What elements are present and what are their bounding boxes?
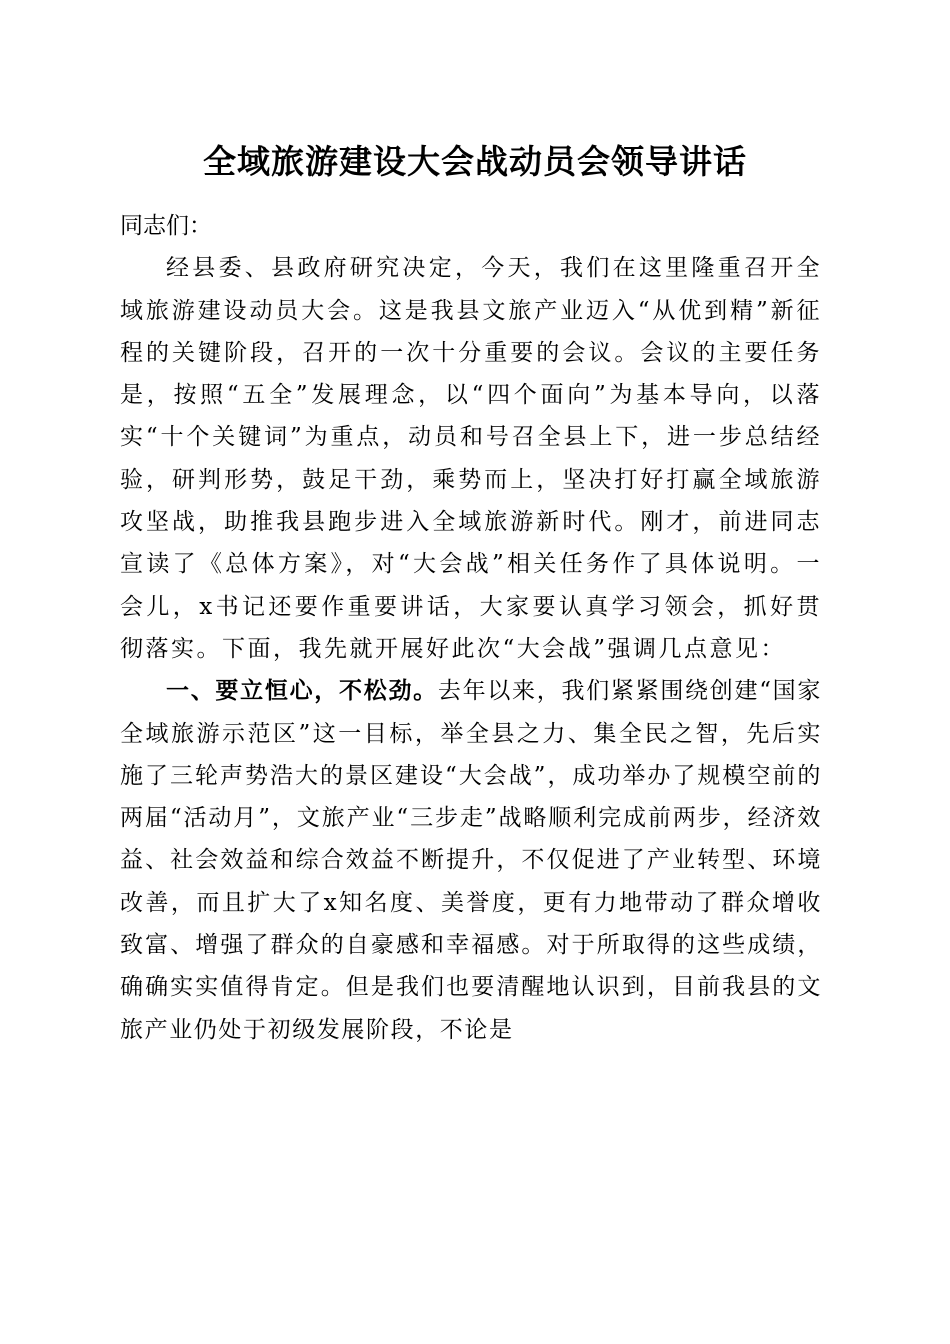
- section-1-text: 去年以来，我们紧紧围绕创建“国家全域旅游示范区”这一目标，举全县之力、集全民之智，先后实施了三轮声势浩大的景区建设“大会战”，成功举办了规模空前的两届“活动月”，文旅产业“三步走”战略顺利完成前两步，经济效益、社会效益和综合效益不断提升，不仅促进了产业转型、环境改善，而且扩大了x知名度、美誉度，更有力地带动了群众增收致富、增强了群众的自豪感和幸福感。对于所取得的这些成绩，确确实实值得肯定。但是我们也要清醒地认识到，目前我县的文旅产业仍处于初级发展阶段，不论是: [120, 678, 822, 1043]
- document-body: [120, 205, 822, 1051]
- greeting-line: 同志们：: [120, 213, 212, 239]
- document-title: 全域旅游建设大会战动员会领导讲话: [203, 142, 747, 181]
- section-1-heading: 一、要立恒心，不松劲。: [166, 678, 438, 705]
- section-1-paragraph: [120, 670, 822, 1051]
- opening-paragraph: 经县委、县政府研究决定，今天，我们在这里隆重召开全域旅游建设动员大会。这是我县文旅产业迈入“从优到精”新征程的关键阶段，召开的一次十分重要的会议。会议的主要任务是，按照“五全”发展理念，以“四个面向”为基本导向，以落实“十个关键词”为重点，动员和号召全县上下，进一步总结经验，研判形势，鼓足干劲，乘势而上，坚决打好打赢全域旅游攻坚战，助推我县跑步进入全域旅游新时代。刚才，前进同志宣读了《总体方案》，对“大会战”相关任务作了具体说明。一会儿，x书记还要作重要讲话，大家要认真学习领会，抓好贯彻落实。下面，我先就开展好此次“大会战”强调几点意见：: [120, 255, 822, 662]
